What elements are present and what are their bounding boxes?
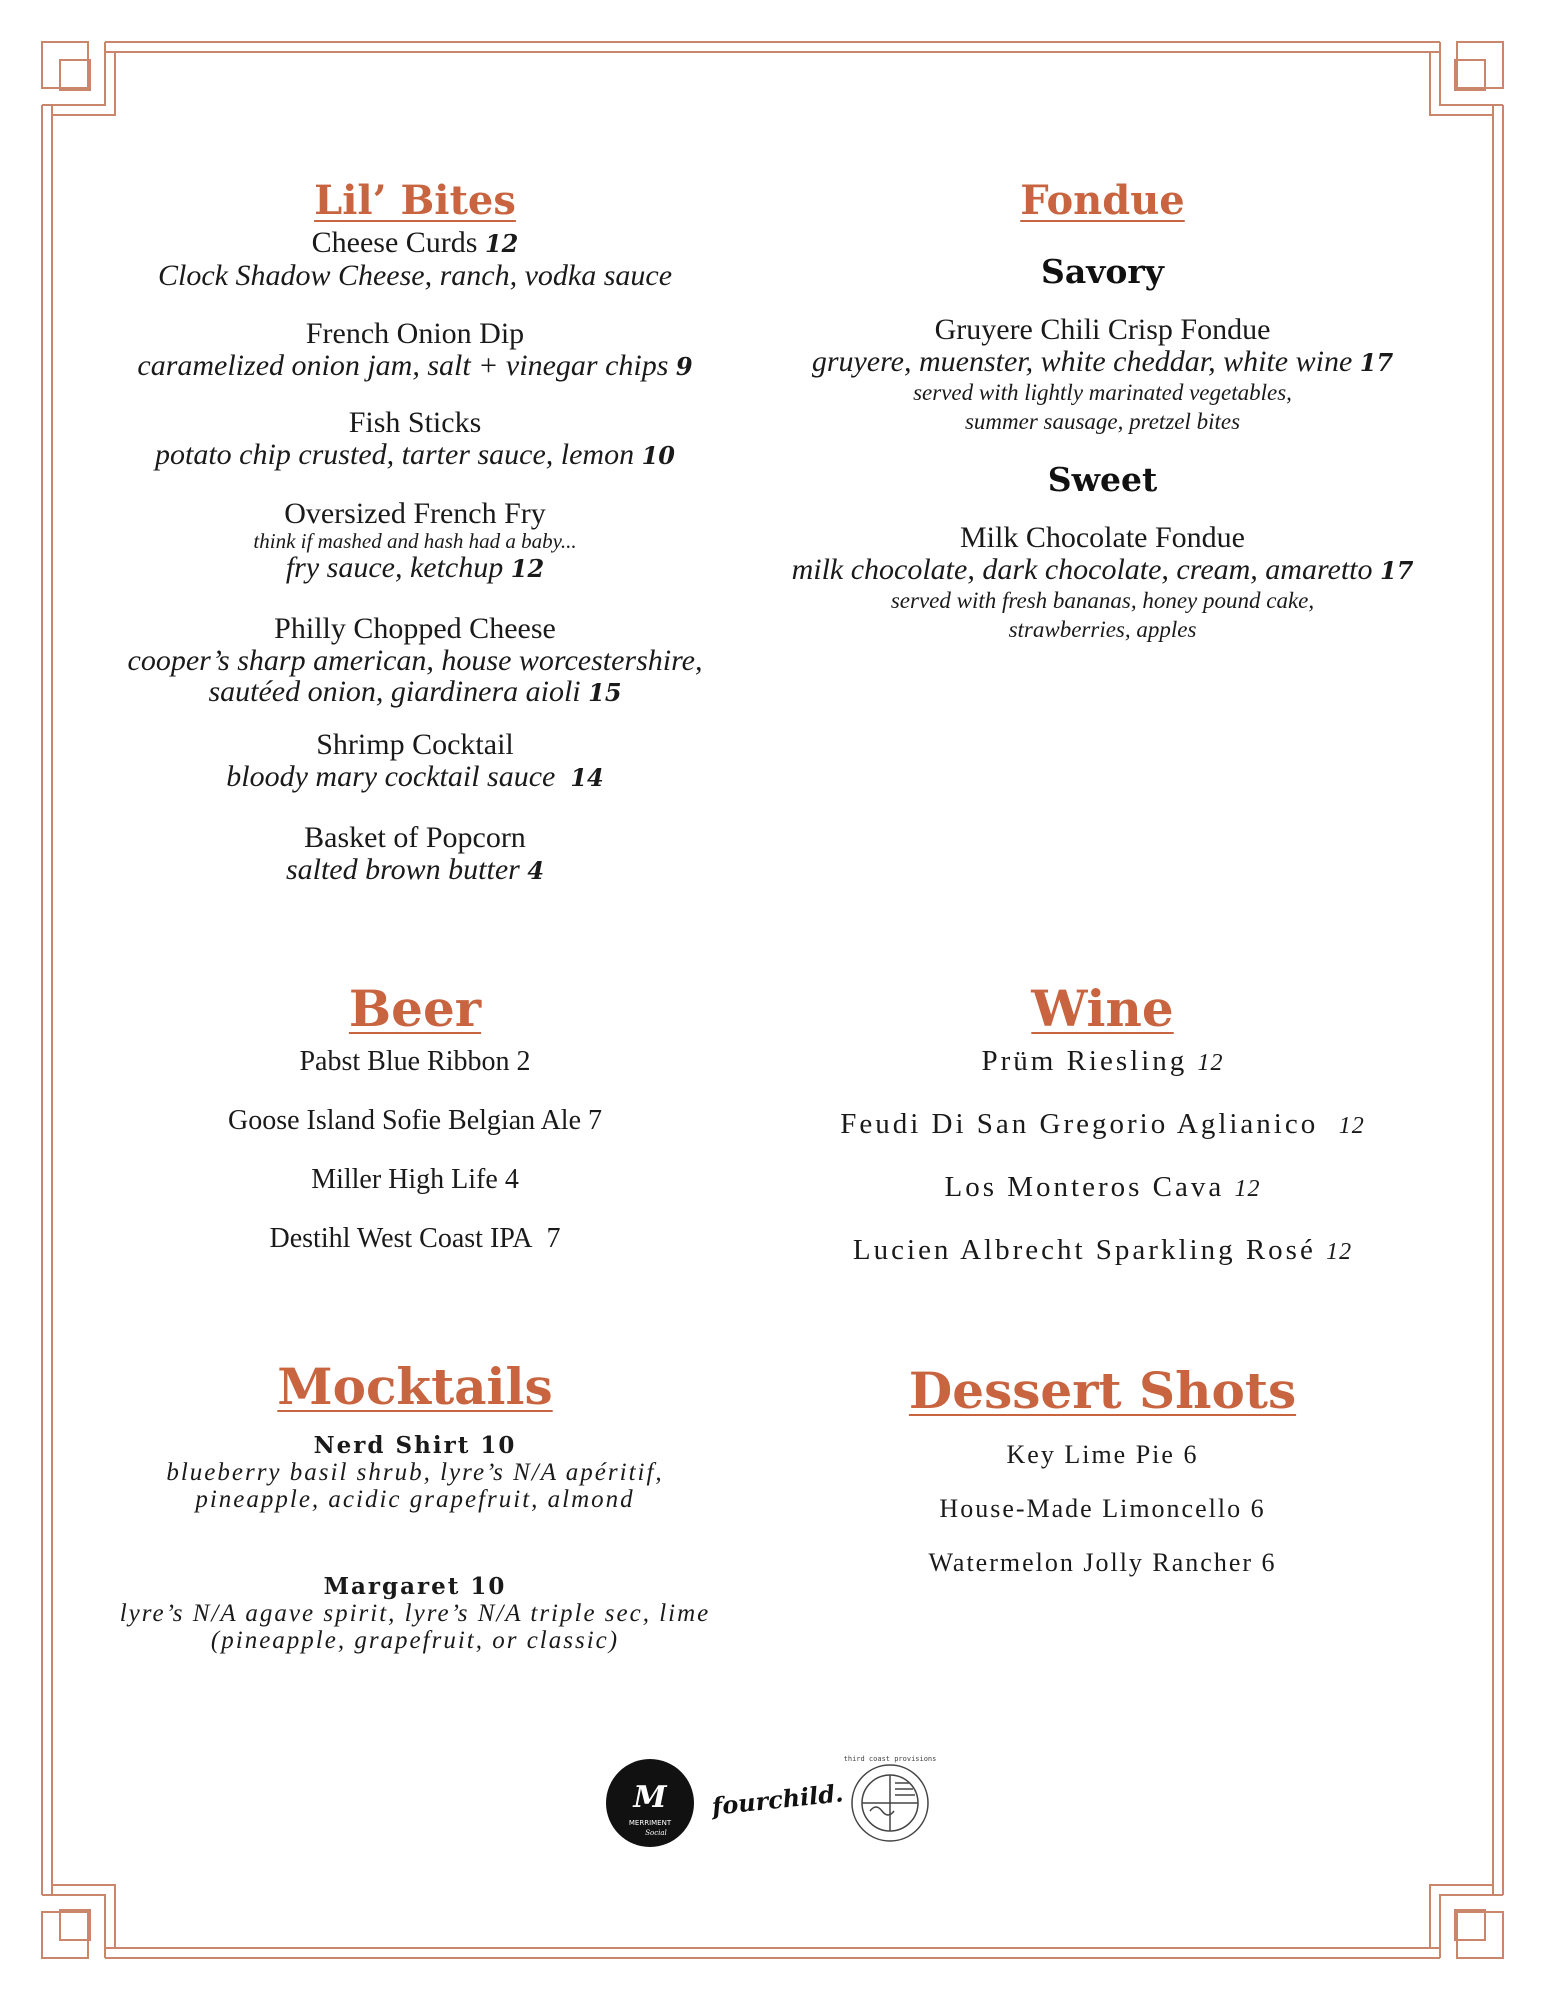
fourchild-logo — [708, 1778, 844, 1821]
beer-name: Miller High Life — [311, 1163, 498, 1195]
item-name: Fish Sticks — [348, 406, 482, 439]
item-note-line1: served with fresh bananas, honey pound cake, — [890, 588, 1315, 613]
dessert-shot-item: Key Lime Pie 6 — [1006, 1439, 1199, 1469]
item-note-line2: summer sausage, pretzel bites — [964, 409, 1241, 434]
item-name: Gruyere Chili Crisp Fondue — [934, 313, 1271, 346]
third-coast-logo — [844, 1755, 937, 1841]
mocktail-description-line2: (pineapple, grapefruit, or classic) — [210, 1626, 620, 1654]
item-price: 17 — [1380, 556, 1414, 585]
beer-name: Destihl West Coast IPA — [269, 1222, 533, 1254]
mocktail-description-line2: pineapple, acidic grapefruit, almond — [195, 1485, 635, 1513]
item-description: salted brown butter — [285, 853, 520, 886]
item-name: Milk Chocolate Fondue — [960, 521, 1245, 554]
item-description: milk chocolate, dark chocolate, cream, amaretto — [791, 553, 1373, 586]
sponsor-logos — [600, 1745, 945, 1855]
lil-bites-heading: Lil’ Bites — [314, 177, 516, 224]
item-price: 4 — [527, 856, 545, 885]
item-description-line1: cooper’s sharp american, house worcestershire, — [127, 644, 703, 677]
menu-item-french-onion-dip — [100, 317, 730, 382]
fourchild-logo-text: fourchild. — [710, 1778, 845, 1821]
item-description: potato chip crusted, tarter sauce, lemon — [155, 438, 635, 471]
item-name: Oversized French Fry — [284, 497, 546, 530]
wine-price: 12 — [1234, 1175, 1261, 1202]
beer-name: Goose Island Sofie Belgian Ale — [227, 1104, 582, 1136]
item-description: gruyere, muenster, white cheddar, white wine — [811, 345, 1353, 378]
dessert-shots-heading: Dessert Shots — [908, 1361, 1297, 1420]
merriment-logo-text: MERRIMENT — [628, 1819, 672, 1827]
item-note-line2: strawberries, apples — [1008, 617, 1197, 642]
wine-name: Lucien Albrecht Sparkling Rosé — [852, 1233, 1316, 1266]
beer-item — [100, 1223, 730, 1255]
menu-item-oversized-french-fry — [100, 497, 730, 584]
wine-name: Los Monteros Cava — [944, 1170, 1225, 1203]
wine-name: Feudi Di San Gregorio Aglianico — [840, 1107, 1319, 1140]
beer-item — [100, 1046, 730, 1078]
fondue-section — [770, 178, 1435, 644]
item-description: bloody mary cocktail sauce — [226, 760, 556, 793]
item-description: fry sauce, ketchup — [285, 551, 504, 584]
item-price: 15 — [588, 678, 622, 707]
wine-item — [770, 1107, 1435, 1143]
mocktail-item — [100, 1573, 730, 1654]
dessert-shot-item: Watermelon Jolly Rancher 6 — [928, 1547, 1277, 1577]
item-price: 10 — [641, 441, 675, 470]
fondue-sweet-label: Sweet — [1047, 460, 1158, 499]
item-description: Clock Shadow Cheese, ranch, vodka sauce — [157, 259, 673, 292]
menu-item-fish-sticks — [100, 406, 730, 471]
mocktail-description-line1: blueberry basil shrub, lyre’s N/A apéritif, — [166, 1458, 664, 1486]
fondue-heading: Fondue — [1020, 177, 1185, 224]
menu-item-basket-of-popcorn — [100, 821, 730, 886]
item-name: Basket of Popcorn — [304, 821, 526, 854]
item-name: Cheese Curds — [311, 226, 478, 259]
wine-item — [770, 1044, 1435, 1080]
item-name: French Onion Dip — [305, 317, 525, 350]
item-name: Shrimp Cocktail — [316, 728, 514, 761]
beer-section — [100, 980, 730, 1255]
wine-name: Prüm Riesling — [981, 1044, 1188, 1077]
mocktail-name: Margaret 10 — [323, 1572, 507, 1600]
lil-bites-section — [100, 178, 730, 886]
item-note-line1: served with lightly marinated vegetables, — [913, 380, 1292, 405]
item-price: 17 — [1359, 348, 1394, 377]
item-price: 12 — [484, 229, 519, 258]
fondue-savory-label: Savory — [1041, 252, 1164, 291]
mocktail-name: Nerd Shirt 10 — [313, 1431, 517, 1459]
beer-item — [100, 1164, 730, 1196]
dessert-shot-item: House-Made Limoncello 6 — [939, 1493, 1266, 1523]
item-price: 9 — [675, 352, 693, 381]
beer-heading: Beer — [348, 979, 482, 1038]
svg-text:M: M — [633, 1780, 667, 1815]
merriment-logo — [606, 1759, 694, 1847]
wine-item — [770, 1170, 1435, 1206]
mocktail-description-line1: lyre’s N/A agave spirit, lyre’s N/A triple sec, lime — [119, 1599, 711, 1627]
menu-item-cheese-curds — [100, 226, 730, 291]
menu-item-shrimp-cocktail — [100, 728, 730, 793]
mocktails-section — [100, 1358, 730, 1654]
wine-item — [770, 1233, 1435, 1269]
mocktail-item — [100, 1432, 730, 1513]
mocktails-heading: Mocktails — [277, 1357, 553, 1416]
item-name: Philly Chopped Cheese — [274, 612, 556, 645]
third-coast-logo-text: third coast provisions — [843, 1755, 937, 1763]
merriment-logo-subtext: Social — [645, 1829, 667, 1837]
wine-price: 12 — [1197, 1049, 1224, 1076]
beer-price: 2 — [516, 1045, 531, 1077]
item-note: think if mashed and hash had a baby... — [253, 529, 577, 553]
beer-price: 4 — [504, 1163, 519, 1195]
wine-price: 12 — [1326, 1238, 1353, 1265]
beer-name: Pabst Blue Ribbon — [299, 1045, 510, 1077]
beer-item — [100, 1105, 730, 1137]
wine-heading: Wine — [1031, 979, 1174, 1038]
wine-price: 12 — [1338, 1112, 1365, 1139]
wine-section — [770, 980, 1435, 1269]
beer-price: 7 — [546, 1222, 561, 1254]
menu-item-chocolate-fondue — [770, 521, 1435, 644]
item-description: caramelized onion jam, salt + vinegar chips — [137, 349, 669, 382]
item-price: 14 — [570, 763, 604, 792]
menu-item-philly-chopped-cheese — [100, 612, 730, 708]
dessert-shots-section — [770, 1362, 1435, 1578]
menu-item-gruyere-fondue — [770, 313, 1435, 436]
item-price: 12 — [510, 554, 545, 583]
item-description-line2: sautéed onion, giardinera aioli — [208, 675, 581, 708]
beer-price: 7 — [588, 1104, 603, 1136]
